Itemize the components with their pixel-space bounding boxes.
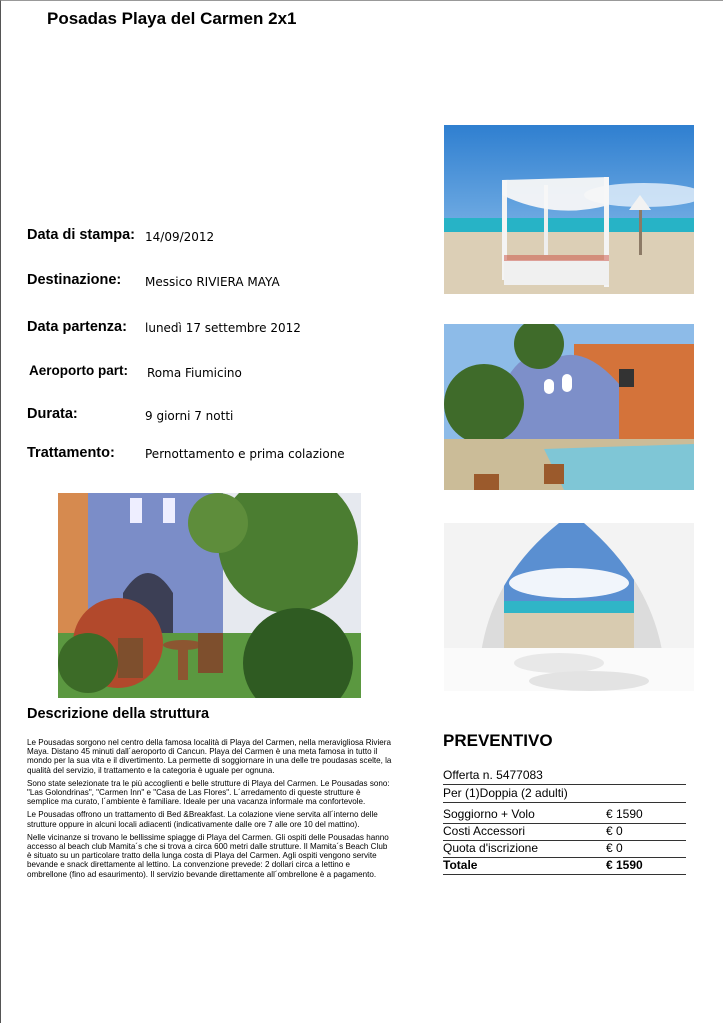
quote-row [443,840,686,858]
pool-building-photo [444,324,694,490]
destination-label: Destinazione: [27,272,122,288]
description-paragraph: Le Pousadas sorgono nel centro della famosa località di Playa del Carmen, nella meravigliosa Riviera Maya. Distano 45 minuti dall´aeroporto di Cancun. Playa del Carmen è una meta famosa in tutto il mondo per la sua vita e il divertimento. La permette di soggiornare in una delle tre poudasas scelte, la qualità del servizio, il trattamento e la categoria è uguale per ognuna. [27,738,392,775]
beach-bed-photo [444,523,694,691]
quote-total-row [443,857,686,875]
quote-row-label: Quota d'iscrizione [443,841,539,855]
description-text [27,738,392,883]
total-label: Totale [443,858,478,872]
duration-label: Durata: [27,406,78,422]
departure-date-value: lunedì 17 settembre 2012 [145,321,301,335]
quote-row-amount: € 1590 [606,807,643,821]
print-date-label: Data di stampa: [27,227,135,243]
description-title: Descrizione della struttura [27,706,210,722]
departure-date-label: Data partenza: [27,319,127,335]
page-title: Posadas Playa del Carmen 2x1 [47,9,297,28]
treatment-label: Trattamento: [27,445,115,461]
quote-title: PREVENTIVO [443,731,553,750]
beach-cabana-photo [444,125,694,294]
description-paragraph: Le Pousadas offrono un trattamento di Bed &Breakfast. La colazione viene servita all´interno delle strutture oppure in alcuni locali adiacenti (indicativamente dalle ore 7 alle ore 10 del mattino). [27,810,378,829]
quote-room-row [443,785,686,803]
offer-number: Offerta n. 5477083 [443,768,543,782]
garden-courtyard-photo [58,493,361,698]
treatment-value: Pernottamento e prima colazione [145,447,345,461]
quote-row [443,806,686,824]
quote-row-label: Soggiorno + Volo [443,807,535,821]
room-type: Per (1)Doppia (2 adulti) [443,786,568,800]
destination-value: Messico RIVIERA MAYA [145,275,280,289]
total-amount: € 1590 [606,858,643,872]
quote-offer-row [443,767,686,785]
quote-row-amount: € 0 [606,824,623,838]
quote-row-amount: € 0 [606,841,623,855]
description-paragraph: Nelle vicinanze si trovano le bellissime spiagge di Playa del Carmen. Gli ospiti delle Pousadas hanno accesso al beach club Mamita´s che si trova a circa 600 metri dalle strutture. Il Mamita´s Beach Club è situato su un particolare tratto della lunga costa di Playa del Carmen. Agli ospiti vengono servite bevande e snack direttamente al lettino. La convenzione prevede: 2 dollari circa a lettino e ombrellone (fino ad esaurimento). Il servizio bevande direttamente all´ombrellone è a pagamento. [27,832,389,879]
description-paragraph: Sono state selezionate tra le più accoglienti e belle strutture di Playa del Carmen. Le Pousadas sono: "Las Golondrinas", "Carmen Inn" e "Casa de Las Flores". L´arredamento di queste strutture è semplice ma curato, l´ambiente è familiare. Ideale per una vacanza informale ma confortevole. [27,778,390,807]
quote-row [443,823,686,841]
print-date-value: 14/09/2012 [145,230,215,244]
quote-row-label: Costi Accessori [443,824,526,838]
departure-airport-value: Roma Fiumicino [147,366,242,380]
departure-airport-label: Aeroporto part: [29,363,128,378]
duration-value: 9 giorni 7 notti [145,409,234,423]
